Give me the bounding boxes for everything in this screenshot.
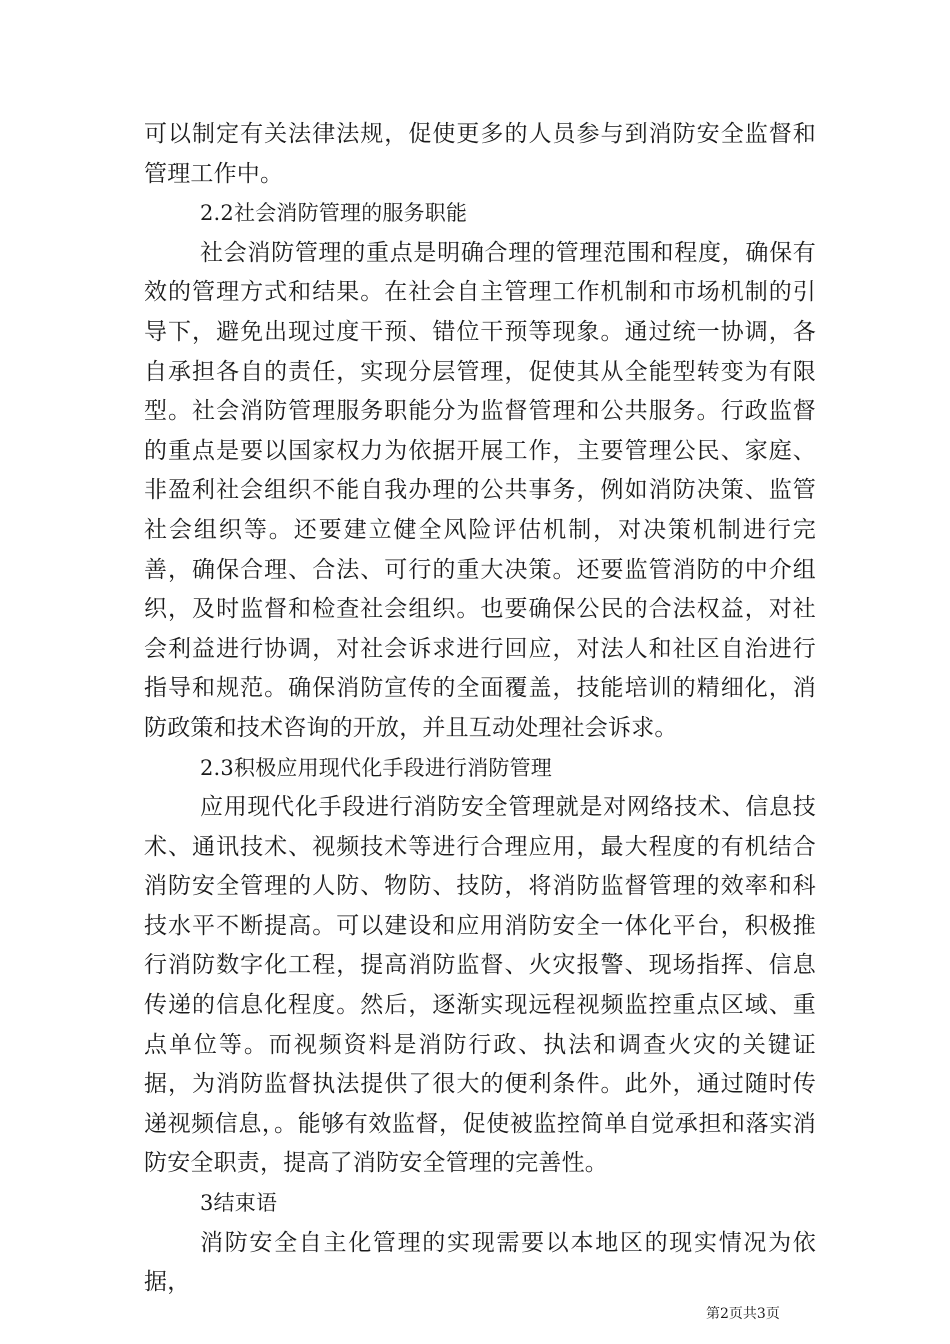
page-number-footer: 第2页共3页: [706, 1306, 780, 1322]
paragraph-continuation: 可以制定有关法律法规，促使更多的人员参与到消防安全监督和管理工作中。: [144, 121, 816, 187]
paragraph-conclusion: 消防安全自主化管理的实现需要以本地区的现实情况为依据，: [144, 1229, 816, 1296]
section-heading-2-3: 2.3积极应用现代化手段进行消防管理: [200, 755, 552, 780]
section-heading-3: 3结束语: [200, 1191, 278, 1216]
paragraph-service-functions: 社会消防管理的重点是明确合理的管理范围和程度，确保有效的管理方式和结果。在社会自主管理工作机制和市场机制的引导下，避免出现过度干预、错位干预等现象。通过统一协调，各自承担各自的责任，实现分层管理，促使其从全能型转变为有限型。社会消防管理服务职能分为监督管理和公共服务。行政监督的重点是要以国家权力为依据开展工作，主要管理公民、家庭、非盈利社会组织不能自我办理的公共事务，例如消防决策、监管社会组织等。还要建立健全风险评估机制，对决策机制进行完善，确保合理、合法、可行的重大决策。还要监管消防的中介组织，及时监督和检查社会组织。也要确保公民的合法权益，对社会利益进行协调，对社会诉求进行回应，对法人和社区自治进行指导和规范。确保消防宣传的全面覆盖，技能培训的精细化，消防政策和技术咨询的开放，并且互动处理社会诉求。: [144, 239, 816, 741]
paragraph-modern-means: 应用现代化手段进行消防安全管理就是对网络技术、信息技术、通讯技术、视频技术等进行合理应用，最大程度的有机结合消防安全管理的人防、物防、技防，将消防监督管理的效率和科技水平不断提高。可以建设和应用消防安全一体化平台，积极推行消防数字化工程，提高消防监督、火灾报警、现场指挥、信息传递的信息化程度。然后，逐渐实现远程视频监控重点区域、重点单位等。而视频资料是消防行政、执法和调查火灾的关键证据，为消防监督执法提供了很大的便利条件。此外，通过随时传递视频信息，。能够有效监督，促使被监控简单自觉承担和落实消防安全职责，提高了消防安全管理的完善性。: [144, 794, 816, 1177]
document-body: [144, 115, 816, 1303]
section-heading-2-2: 2.2社会消防管理的服务职能: [200, 201, 468, 226]
